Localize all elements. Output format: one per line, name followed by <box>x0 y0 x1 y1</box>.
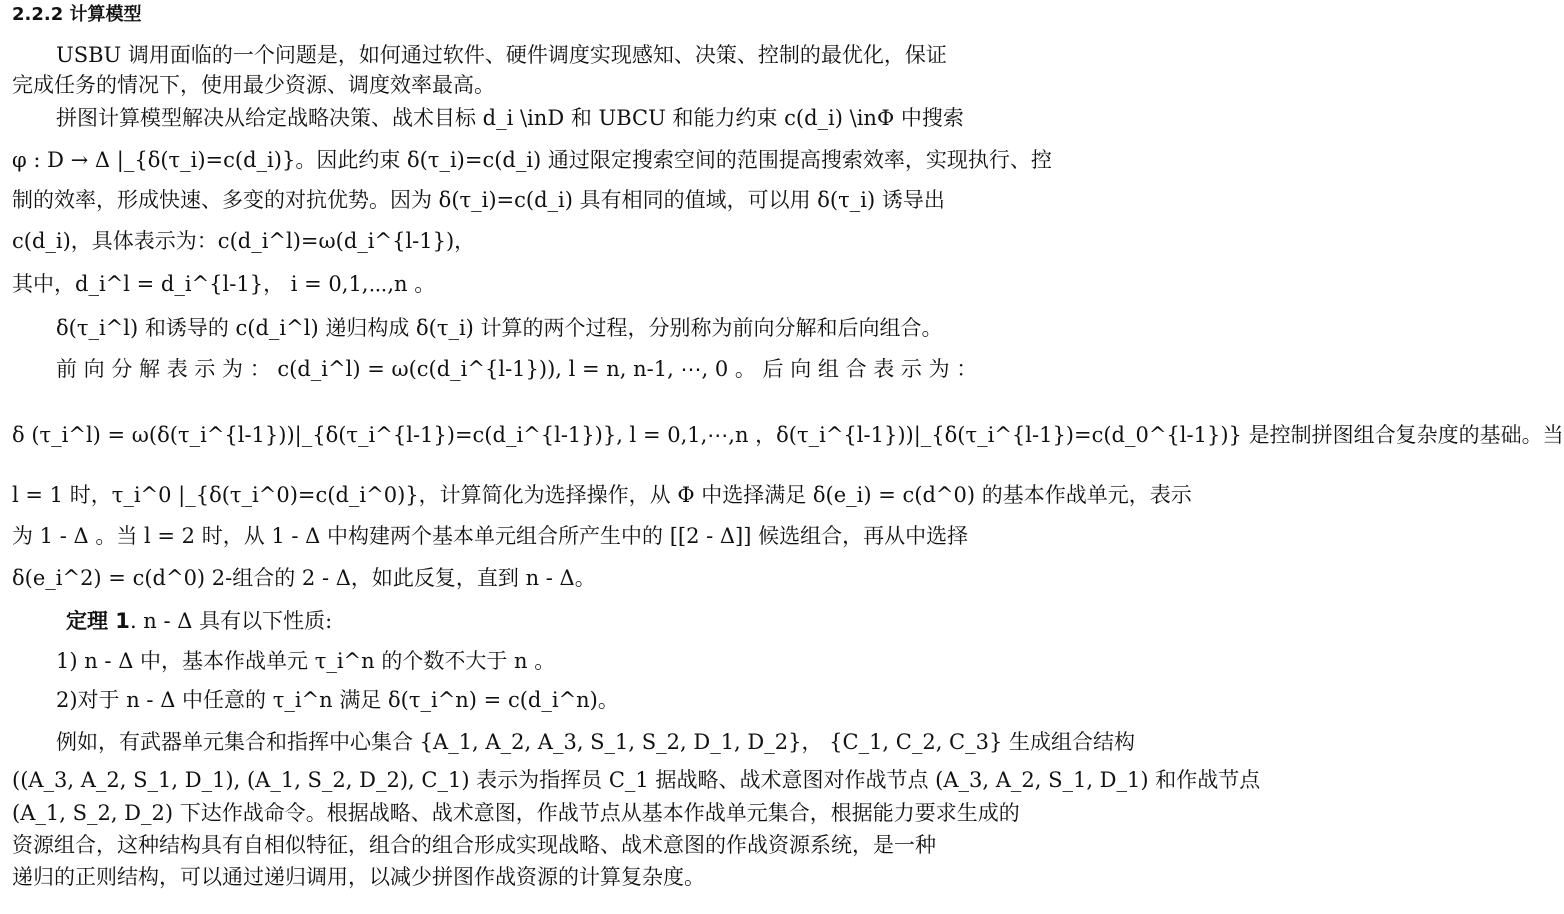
p3-line3: δ (τ_i^l) = ω(δ(τ_i^{l-1}))|_{δ(τ_i^{l-1})=c(d_i^{l-1})}, l = 0,1,⋯,n ，δ(τ_i^{l-1}))|_{δ(τ_i^{l-1})=c(d_0^{l-1})} 是控制拼图组合复杂度的基础。当 <box>12 423 1564 447</box>
p2-line4: c(d_i)，具体表示为：c(d_i^l)=ω(d_i^{l-1})， <box>12 229 476 253</box>
p1-line2: 完成任务的情况下，使用最少资源、调度效率最高。 <box>12 73 495 97</box>
example-line4: 资源组合，这种结构具有自相似特征，组合的组合形成实现战略、战术意图的作战资源系统，是一种 <box>12 833 936 857</box>
theorem-label: 定理 1 <box>66 609 130 633</box>
p3-line6: δ(e_i^2) = c(d^0) 2-组合的 2 - Δ，如此反复，直到 n - Δ。 <box>12 566 596 590</box>
p3-line2: 前 向 分 解 表 示 为 ： c(d_i^l) = ω(c(d_i^{l-1})), l = n, n-1, ⋯, 0 。 后 向 组 合 表 示 为 ： <box>56 357 978 381</box>
p3-line1: δ(τ_i^l) 和诱导的 c(d_i^l) 递归构成 δ(τ_i) 计算的两个过程，分别称为前向分解和后向组合。 <box>56 316 943 340</box>
section-title: 计算模型 <box>69 4 142 25</box>
theorem-statement: . n - Δ 具有以下性质: <box>129 609 333 633</box>
p2-line1: 拼图计算模型解决从给定战略决策、战术目标 d_i \inD 和 UBCU 和能力约束 c(d_i) \inΦ 中搜索 <box>56 106 964 130</box>
p1-line1: USBU 调用面临的一个问题是，如何通过软件、硬件调度实现感知、决策、控制的最优化，保证 <box>56 43 947 67</box>
section-number: 2.2.2 <box>12 4 64 25</box>
p2-line5: 其中，d_i^l = d_i^{l-1}， i = 0,1,⋯,n 。 <box>12 272 436 296</box>
example-line1: 例如，有武器单元集合和指挥中心集合 {A_1, A_2, A_3, S_1, S_2, D_1, D_2}， {C_1, C_2, C_3} 生成组合结构 <box>56 730 1136 754</box>
p2-line3: 制的效率，形成快速、多变的对抗优势。因为 δ(τ_i)=c(d_i) 具有相同的值域，可以用 δ(τ_i) 诱导出 <box>12 188 945 212</box>
example-line2: ((A_3, A_2, S_1, D_1), (A_1, S_2, D_2), C_1) 表示为指挥员 C_1 据战略、战术意图对作战节点 (A_3, A_2, S_1, D_1) 和作战节点 <box>12 768 1261 792</box>
p2-line2: φ : D → Δ |_{δ(τ_i)=c(d_i)}。因此约束 δ(τ_i)=c(d_i) 通过限定搜索空间的范围提高搜索效率，实现执行、控 <box>12 148 1052 172</box>
example-line5: 递归的正则结构，可以通过递归调用，以减少拼图作战资源的计算复杂度。 <box>12 865 705 889</box>
section-heading <box>12 0 1050 30</box>
p3-line4: l = 1 时，τ_i^0 |_{δ(τ_i^0)=c(d_i^0)}，计算简化为选择操作，从 Φ 中选择满足 δ(e_i) = c(d^0) 的基本作战单元，表示 <box>12 483 1192 507</box>
theorem-heading <box>66 606 1050 636</box>
example-line3: (A_1, S_2, D_2) 下达作战命令。根据战略、战术意图，作战节点从基本作战单元集合，根据能力要求生成的 <box>12 801 1020 825</box>
theorem-item-2: 2)对于 n - Δ 中任意的 τ_i^n 满足 δ(τ_i^n) = c(d_i^n)。 <box>56 688 619 712</box>
p3-line5: 为 1 - Δ 。当 l = 2 时，从 1 - Δ 中构建两个基本单元组合所产生中的 [[2 - Δ]] 候选组合，再从中选择 <box>12 524 969 548</box>
theorem-item-1: 1) n - Δ 中，基本作战单元 τ_i^n 的个数不大于 n 。 <box>56 649 556 673</box>
